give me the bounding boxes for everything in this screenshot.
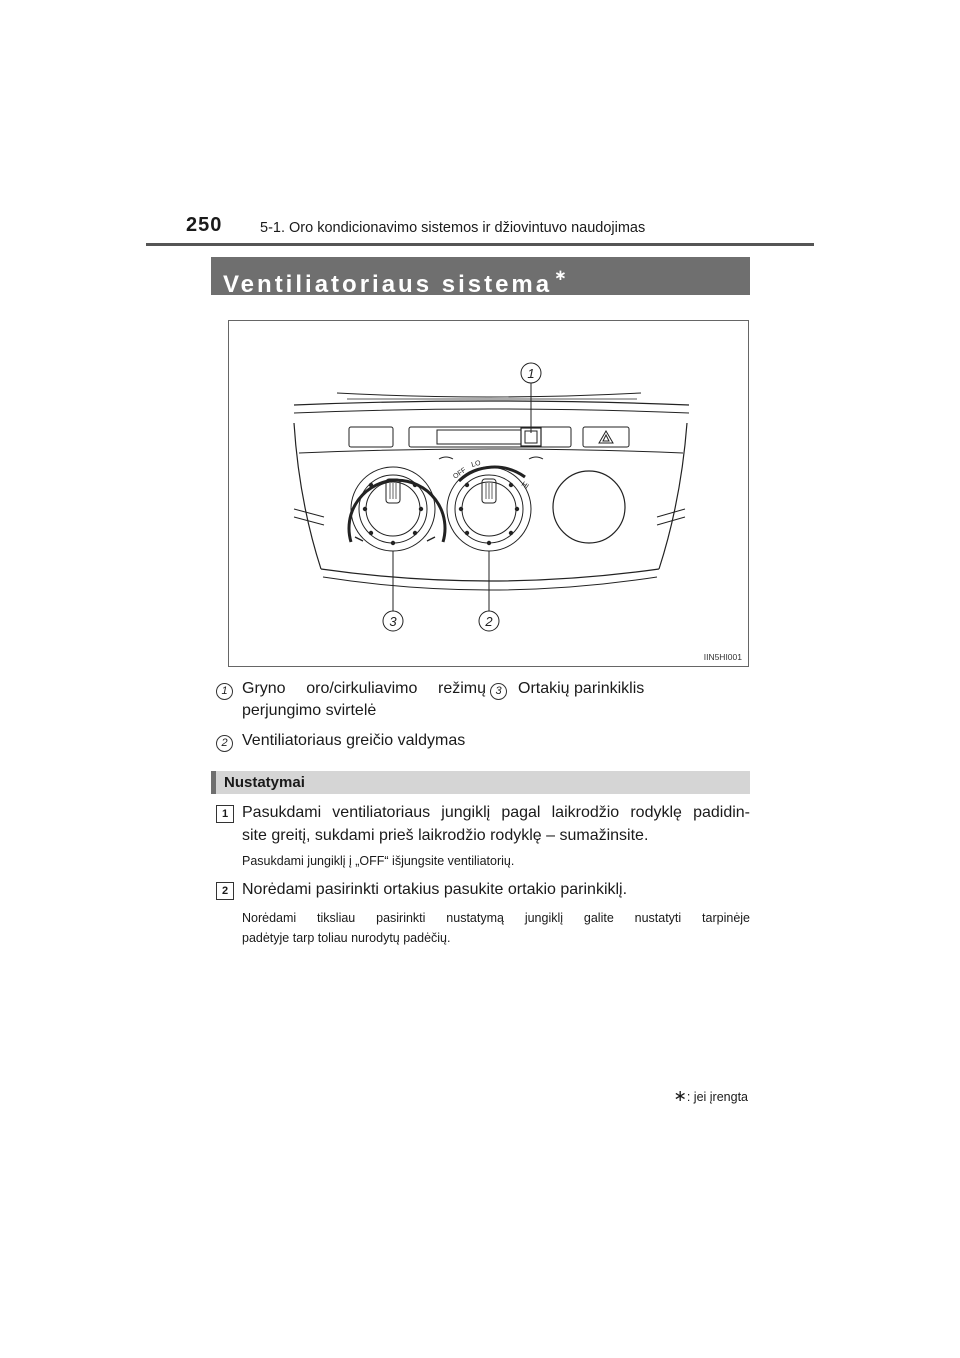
knob-label-hi: HI <box>519 480 530 491</box>
equipment-mark: ∗ <box>554 267 567 284</box>
knob-label-lo: LO <box>470 459 482 469</box>
section-title <box>211 257 750 298</box>
legend-item-2-text: Ventiliatoriaus greičio valdymas <box>242 732 466 749</box>
step-2-note-line1: Norėdami tiksliau pasirinkti nustatymą jungiklį galite nustatyti tarpinėje <box>242 911 750 925</box>
figure-callout-3: 3 <box>389 614 397 629</box>
step-1-text-line1: Pasukdami ventiliatoriaus jungiklį pagal laikrodžio rodyklę padidin- <box>242 804 750 821</box>
running-header: 5-1. Oro kondicionavimo sistemos ir džiovintuvo naudojimas <box>260 220 646 236</box>
step-1-note: Pasukdami jungiklį į „OFF“ išjungsite ventiliatorių. <box>242 854 515 868</box>
legend-item-3-text: Ortakių parinkiklis <box>518 680 645 697</box>
knob-label-off: OFF <box>452 466 468 481</box>
legend-item-1-text-line2: perjungimo svirtelė <box>242 702 377 719</box>
step-1-number: 1 <box>216 804 234 823</box>
legend-item-1-number: 1 <box>216 681 233 700</box>
control-panel-figure <box>228 320 749 667</box>
step-1-text-line2: site greitį, sukdami prieš laikrodžio rodyklę – sumažinsite. <box>242 827 649 844</box>
legend-item-1-text-line1: Gryno oro/cirkuliavimo režimų <box>242 680 486 697</box>
footnote <box>673 1086 748 1106</box>
figure-code: IIN5HI001 <box>703 652 742 662</box>
header-rule <box>146 243 814 246</box>
page-number: 250 <box>186 214 223 236</box>
footnote-mark: ∗ <box>673 1088 687 1105</box>
legend-item-3-number: 3 <box>490 681 507 700</box>
footnote-text: : jei įrengta <box>686 1090 748 1104</box>
step-2-note-line2: padėtyje tarp toliau nurodytų padėčių. <box>242 931 451 945</box>
step-2-number: 2 <box>216 881 234 900</box>
step-2-text: Norėdami pasirinkti ortakius pasukite ortakio parinkiklį. <box>242 881 628 898</box>
figure-callout-2: 2 <box>485 614 493 629</box>
control-panel-illustration <box>229 321 750 668</box>
figure-callout-1: 1 <box>527 366 535 381</box>
legend-item-2-number: 2 <box>216 733 233 752</box>
settings-heading: Nustatymai <box>211 771 750 794</box>
section-title-text: Ventiliatoriaus sistema <box>223 271 553 298</box>
